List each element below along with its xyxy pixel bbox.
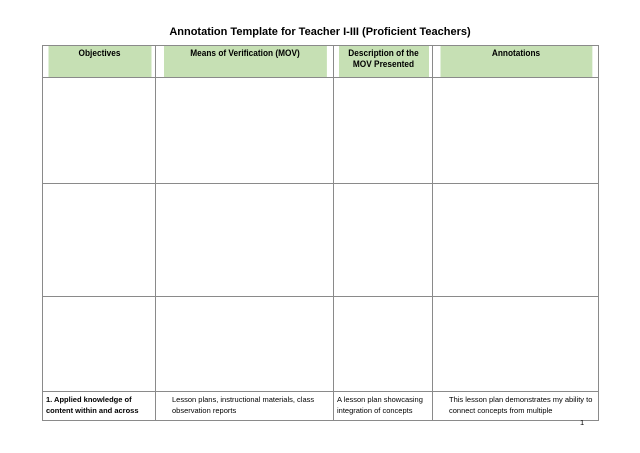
- annotation-cell[interactable]: This lesson plan demonstrates my ability to connect concepts from multiple: [433, 392, 599, 421]
- table-cell[interactable]: [43, 184, 156, 297]
- objective-cell[interactable]: 1. Applied knowledge of content within and across: [43, 392, 156, 421]
- header-label: Annotations: [491, 48, 540, 58]
- header-description: [337, 46, 428, 78]
- table-row: [43, 78, 599, 184]
- table-cell[interactable]: [43, 78, 156, 184]
- header-label: Means of Verification (MOV): [189, 48, 300, 58]
- table-row: [43, 297, 599, 392]
- table-cell[interactable]: [433, 297, 599, 392]
- table-cell[interactable]: [433, 78, 599, 184]
- mov-cell[interactable]: Lesson plans, instructional materials, class observation reports: [156, 392, 334, 421]
- table-cell[interactable]: [156, 184, 334, 297]
- header-objectives: [47, 46, 151, 78]
- table-cell[interactable]: [156, 297, 334, 392]
- description-cell[interactable]: A lesson plan showcasing integration of concepts: [334, 392, 433, 421]
- table-cell[interactable]: [43, 297, 156, 392]
- header-label: Objectives: [78, 48, 120, 58]
- document-title: Annotation Template for Teacher I-III (Proficient Teachers): [169, 26, 471, 38]
- header-label: Description of the MOV Presented: [347, 48, 419, 69]
- header-mov: [163, 46, 327, 78]
- table-cell[interactable]: [433, 184, 599, 297]
- table-cell[interactable]: [334, 78, 433, 184]
- table-header-row: [43, 46, 599, 78]
- table-cell[interactable]: [334, 297, 433, 392]
- table-row: [43, 184, 599, 297]
- table-cell[interactable]: [334, 184, 433, 297]
- annotation-table: [42, 45, 599, 421]
- page-number: 1: [580, 418, 585, 427]
- table-row: [43, 392, 599, 421]
- header-annotations: [439, 46, 592, 78]
- table-cell[interactable]: [156, 78, 334, 184]
